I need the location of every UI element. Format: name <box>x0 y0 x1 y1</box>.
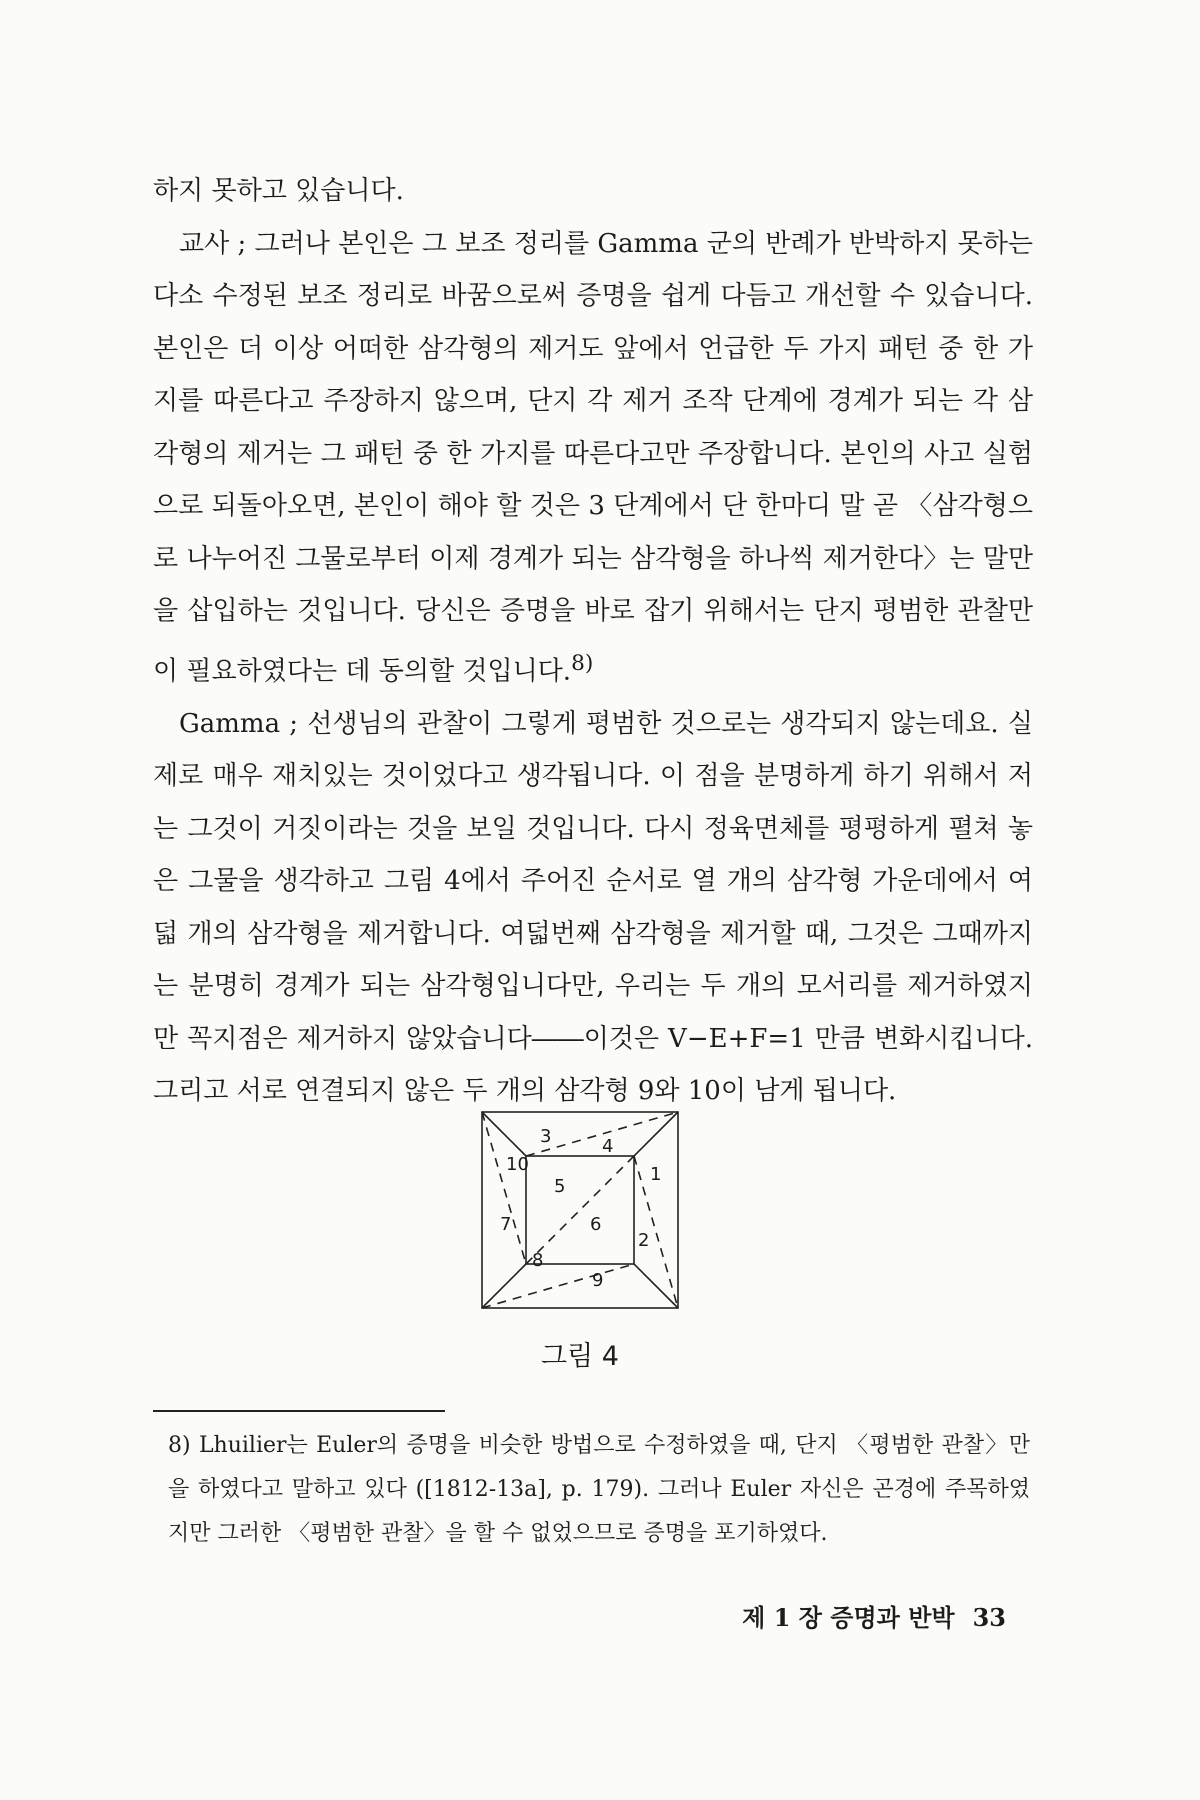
page-footer <box>742 1598 1006 1633</box>
label-triangle-9: 9 <box>592 1270 604 1291</box>
footnote-marker: 8) <box>168 1433 191 1458</box>
footnote-divider <box>153 1410 445 1412</box>
label-triangle-3: 3 <box>540 1126 552 1147</box>
footnote <box>168 1424 1030 1556</box>
paragraph-continuation: 하지 못하고 있습니다. <box>153 176 404 206</box>
paragraph-teacher-text: 교사 ; 그러나 본인은 그 보조 정리를 Gamma 군의 반례가 반박하지 못하는 다소 수정된 보조 정리로 바꿈으로써 증명을 쉽게 다듬고 개선할 수 있습니다. 본인은 더 이상 어떠한 삼각형의 제거도 앞에서 언급한 두 가지 패턴 중 한 가지를 따른다고 주장하지 않으며, 단지 각 제거 조작 단계에 경계가 되는 각 삼각형의 제거는 그 패턴 중 한 가지를 따른다고만 주장합니다. 본인의 사고 실험으로 되돌아오면, 본인이 해야 할 것은 3 단계에서 단 한마디 말 곧 〈삼각형으로 나누어진 그물로부터 이제 경계가 되는 삼각형을 하나씩 제거한다〉는 말만을 삽입하는 것입니다. 당신은 증명을 바로 잡기 위해서는 단지 평범한 관찰만이 필요하였다는 데 동의할 것입니다. <box>153 228 1033 687</box>
footnote-reference: 8) <box>571 650 594 676</box>
label-triangle-6: 6 <box>590 1214 602 1235</box>
label-triangle-1: 1 <box>650 1164 662 1185</box>
footnote-text: Lhuilier는 Euler의 증명을 비슷한 방법으로 수정하였을 때, 단지 〈평범한 관찰〉만을 하였다고 말하고 있다 ([1812-13a], p. 179). 그러나 Euler 자신은 곤경에 주목하였지만 그러한 〈평범한 관찰〉을 할 수 없었으므로 증명을 포기하였다. <box>168 1433 1030 1546</box>
label-triangle-7: 7 <box>500 1214 512 1235</box>
running-chapter-title: 제 1 장 증명과 반박 <box>742 1603 955 1632</box>
label-triangle-4: 4 <box>602 1136 614 1157</box>
body-text <box>153 165 1033 1118</box>
label-triangle-2: 2 <box>638 1230 650 1251</box>
paragraph-gamma: Gamma ; 선생님의 관찰이 그렇게 평범한 것으로는 생각되지 않는데요. 실제로 매우 재치있는 것이었다고 생각됩니다. 이 점을 분명하게 하기 위해서 저는 그것이 거짓이라는 것을 보일 것입니다. 다시 정육면체를 평평하게 펼쳐 놓은 그물을 생각하고 그림 4에서 주어진 순서로 열 개의 삼각형 가운데에서 여덟 개의 삼각형을 제거합니다. 여덟번째 삼각형을 제거할 때, 그것은 그때까지는 분명히 경계가 되는 삼각형입니다만, 우리는 두 개의 모서리를 제거하였지만 꼭지점은 제거하지 않았습니다――이것은 V−E+F=1 만큼 변화시킵니다. 그리고 서로 연결되지 않은 두 개의 삼각형 9와 10이 남게 됩니다. <box>153 708 1033 1107</box>
figure-4-diagram <box>480 1110 680 1310</box>
label-triangle-10: 10 <box>506 1154 529 1175</box>
figure-caption: 그림 4 <box>541 1341 619 1372</box>
page-number: 33 <box>972 1603 1006 1632</box>
label-triangle-8: 8 <box>532 1250 544 1271</box>
figure-4 <box>480 1110 680 1310</box>
diagonal-center <box>526 1156 634 1264</box>
paragraph-teacher <box>153 218 1033 698</box>
label-triangle-5: 5 <box>554 1176 566 1197</box>
